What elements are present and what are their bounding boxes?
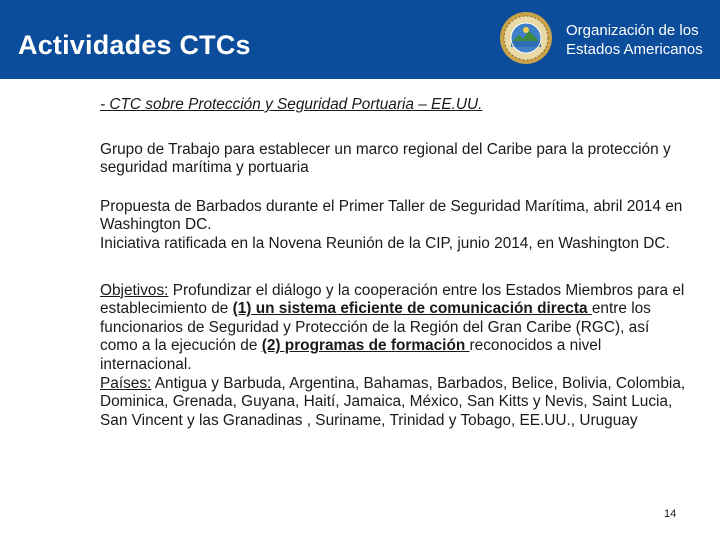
objectives-item-2: (2) programas de formación [261,337,470,355]
objectives-text-2: entre los funcionarios de Seguridad y Protección de la Región del Gran Caribe (RGC), así como a la ejecución de [100,300,651,355]
objectives-item-1: (1) un sistema eficiente de comunicación directa [232,300,592,318]
section-subtitle: - CTC sobre Protección y Seguridad Portuaria – EE.UU. [100,96,483,113]
ratification-paragraph: Iniciativa ratificada en la Novena Reunión de la CIP, junio 2014, en Washington DC. [100,234,670,252]
objectives-text-1: Profundizar el diálogo y la cooperación entre los Estados Miembros para el establecimiento de [100,281,685,318]
slide-body [100,96,690,430]
countries-label: Países: [100,374,152,392]
proposal-paragraph: Propuesta de Barbados durante el Primer Taller de Seguridad Marítima, abril 2014 en Washington DC. [100,197,683,234]
header-bar [0,0,720,79]
page-number: 14 [664,508,677,520]
oas-seal-icon [499,11,553,65]
slide-title: Actividades CTCs [18,30,251,60]
objectives-paragraph [100,282,690,375]
objectives-label: Objetivos: [100,281,169,299]
working-group-paragraph: Grupo de Trabajo para establecer un marco regional del Caribe para la protección y seguridad marítima y portuaria [100,140,671,177]
org-name-line-2: Estados Americanos [566,41,703,58]
organization-name [566,21,703,59]
objectives-text-3: reconocidos a nivel internacional. [100,337,602,373]
countries-list: Antigua y Barbuda, Argentina, Bahamas, Barbados, Belice, Bolivia, Colombia, Dominica, Grenada, Guyana, Haití, Jamaica, México, San Kitts y Nevis, Saint Lucia, San Vincent y las Granadinas , Suriname, Trinidad y Tobago, EE.UU., Uruguay [100,374,686,429]
org-name-line-1: Organización de los [566,22,699,39]
countries-paragraph [100,375,690,431]
